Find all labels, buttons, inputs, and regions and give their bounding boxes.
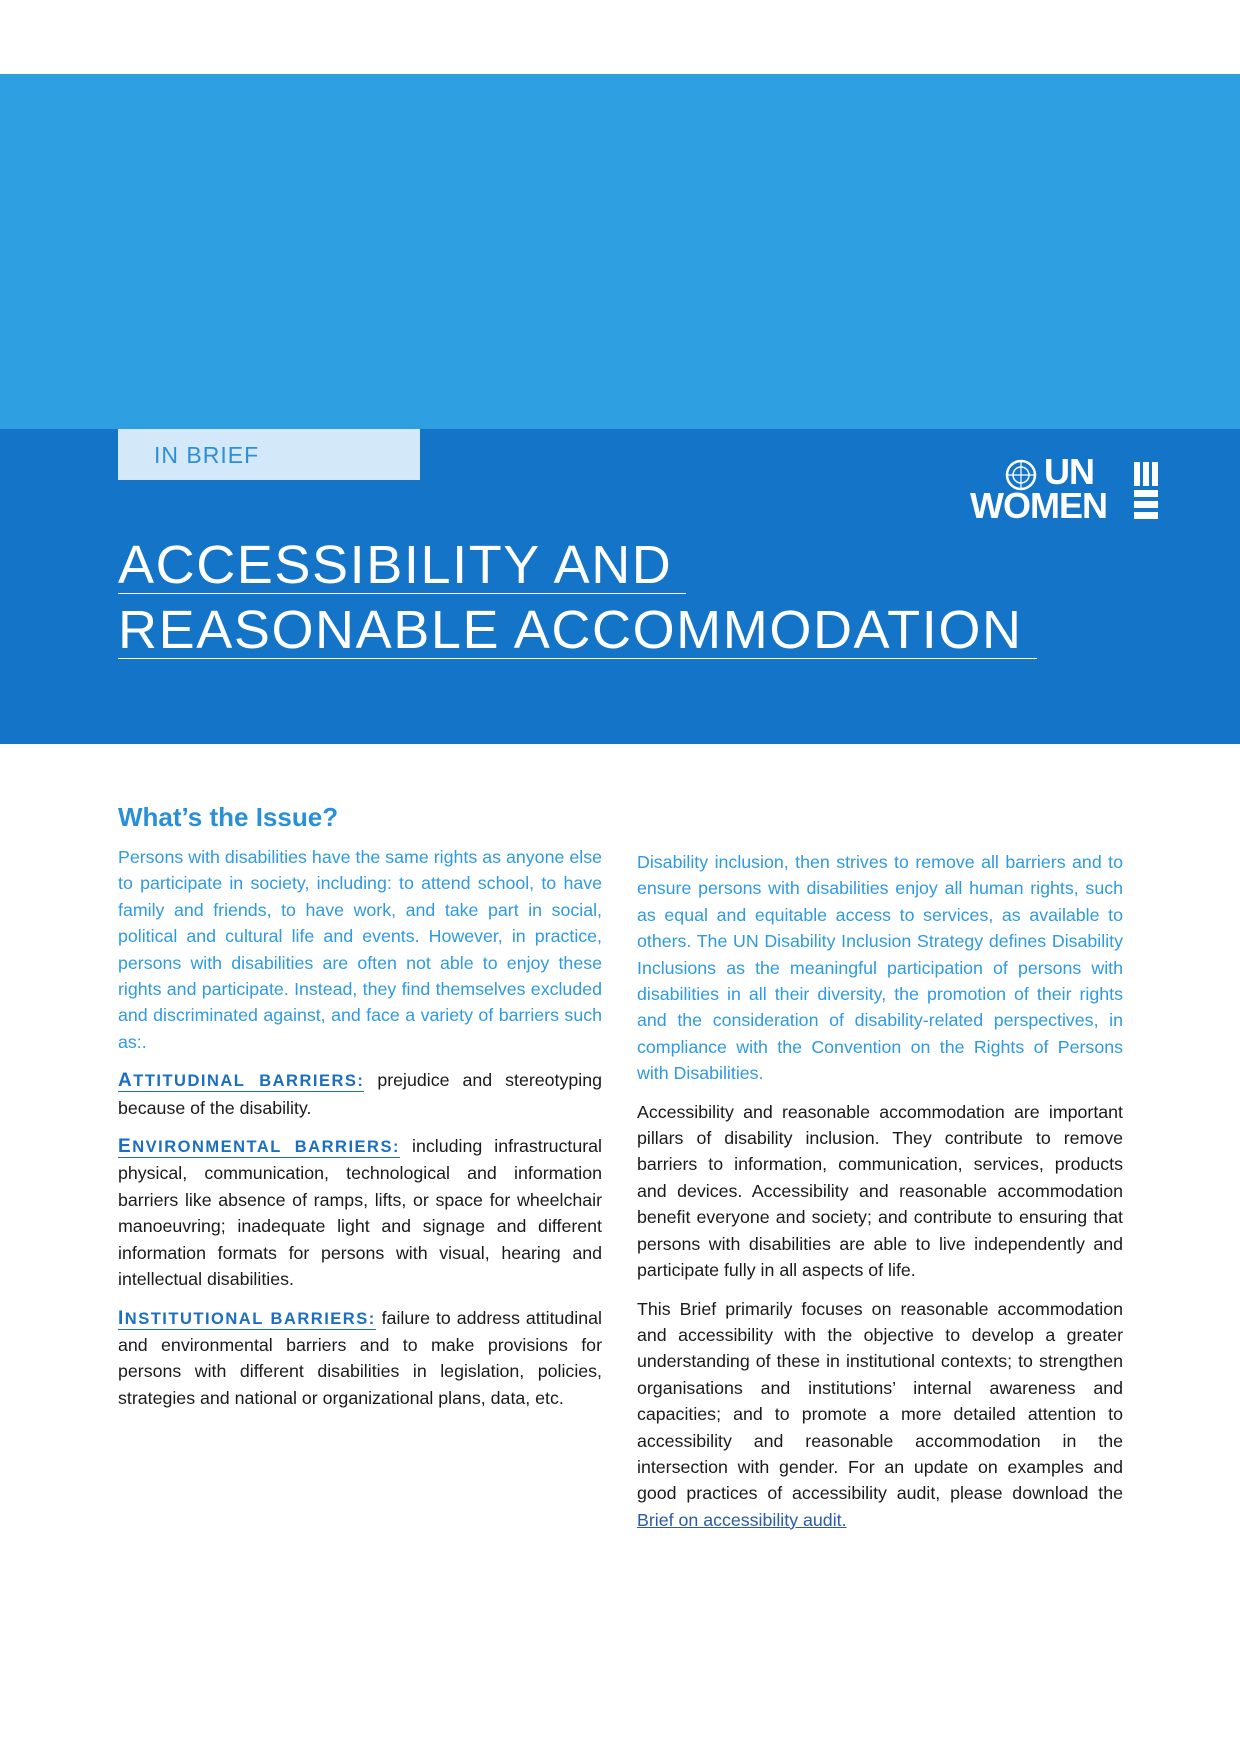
focus-paragraph: This Brief primarily focuses on reasonable accommodation and accessibility with the objective to develop a greater understanding of these in institutional contexts; to strengthen organisations and institutions’ internal awareness and capacities; and to promote a more detailed attention to accessibility and reasonable accommodation in the intersection with gender. For an update on examples and good practices of accessibility audit, please download the Brief on accessibility audit. bbox=[637, 1298, 1123, 1530]
un-women-mark-icon bbox=[1134, 458, 1160, 522]
intro-paragraph: Persons with disabilities have the same rights as anyone else to participate in society, including: to attend school, to have family and friends, to have work, and take part in social, political and cultural life and events. However, in practice, persons with disabilities are often not able to enjoy these rights and participate. Instead, they find themselves excluded and discriminated against, and face a variety of barriers such as:. bbox=[118, 847, 602, 1052]
section-heading: What’s the Issue? bbox=[118, 802, 339, 832]
in-brief-tag: IN BRIEF bbox=[118, 429, 420, 480]
inclusion-paragraph: Disability inclusion, then strives to remove all barriers and to ensure persons with disabilities enjoy all human rights, such as equal and equitable access to services, as available to others. The UN Disability Inclusion Strategy defines Disability Inclusions as the meaningful participation of persons with disabilities in all their diversity, the promotion of their rights and the consideration of disability-related perspectives, in compliance with the Convention on the Rights of Persons with Disabilities. bbox=[637, 852, 1123, 1084]
title-line-2: REASONABLE ACCOMMODATION bbox=[118, 602, 1037, 659]
barrier-text: failure to address attitudinal and environmental barriers and to make provisions for persons with different disabilities in legislation, policies, strategies and national or organizational plans, data, etc. bbox=[118, 1307, 602, 1408]
un-women-logo bbox=[970, 451, 1190, 526]
accessibility-audit-link[interactable]: Brief on accessibility audit. bbox=[637, 1509, 847, 1530]
pillars-paragraph: Accessibility and reasonable accommodation are important pillars of disability inclusion. They contribute to remove barriers to information, communication, services, products and devices. Accessibility and reasonable accommodation benefit everyone and society; and contribute to ensuring that persons with disabilities are able to live independently and participate fully in all aspects of life. bbox=[637, 1101, 1123, 1281]
barrier-text: prejudice and stereotyping because of the disability. bbox=[118, 1070, 602, 1118]
logo-women-text: WOMEN bbox=[970, 485, 1107, 526]
barrier-institutional bbox=[118, 1305, 602, 1412]
logo-un-text: UN bbox=[1044, 451, 1094, 492]
barrier-term: ATTITUDINAL BARRIERS: bbox=[118, 1070, 365, 1092]
page-title bbox=[118, 534, 1037, 661]
left-column bbox=[118, 800, 602, 1423]
title-line-1: ACCESSIBILITY AND bbox=[118, 537, 686, 594]
header-band-light bbox=[0, 74, 1240, 429]
barrier-term: INSTITUTIONAL BARRIERS: bbox=[118, 1307, 376, 1329]
barrier-environmental bbox=[118, 1133, 602, 1292]
barrier-term: ENVIRONMENTAL BARRIERS: bbox=[118, 1136, 400, 1158]
barrier-text: including infrastructural physical, communication, technological and information barriers like absence of ramps, lifts, or space for wheelchair manoeuvring; inadequate light and signage and different information formats for persons with visual, hearing and intellectual disabilities. bbox=[118, 1136, 603, 1290]
right-column bbox=[637, 849, 1123, 1545]
barrier-attitudinal bbox=[118, 1067, 602, 1121]
